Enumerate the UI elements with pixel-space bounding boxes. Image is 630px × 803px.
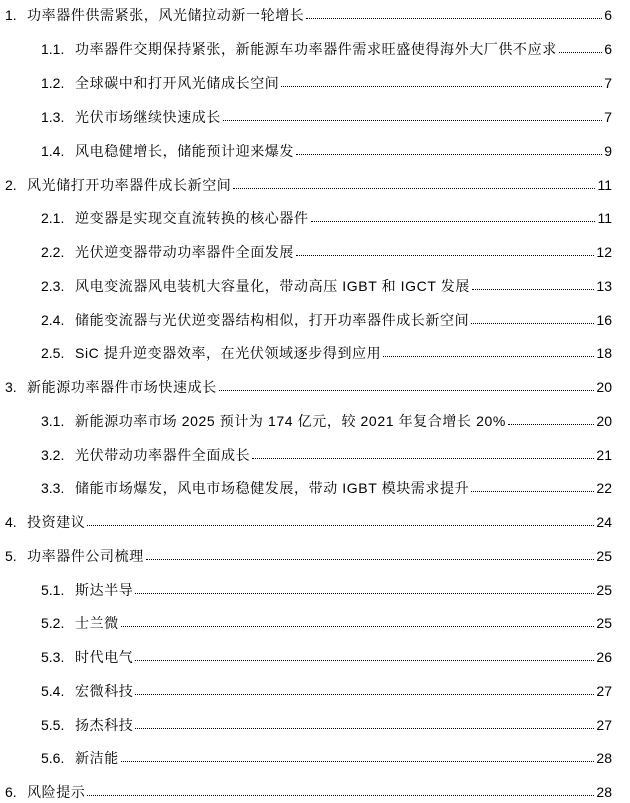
dot-leader: [135, 660, 594, 661]
toc-entry[interactable]: [0, 206, 630, 226]
toc-entry-page: 6: [604, 7, 612, 23]
toc-entry-title: 风电变流器风电装机大容量化，带动高压 IGBT 和 IGCT 发展: [75, 278, 470, 294]
toc-entry-title: 储能变流器与光伏逆变器结构相似，打开功率器件成长新空间: [75, 312, 470, 328]
dot-leader: [87, 795, 594, 796]
toc-entry-title: 新能源功率市场 2025 预计为 174 亿元，较 2021 年复合增长 20%: [75, 413, 506, 429]
toc-entry-number: 2.: [5, 177, 17, 193]
toc-entry[interactable]: [0, 713, 630, 733]
toc-entry[interactable]: [0, 679, 630, 699]
toc-entry-page: 20: [596, 379, 612, 395]
dot-leader: [135, 694, 594, 695]
toc-entry[interactable]: [0, 611, 630, 631]
toc-entry[interactable]: [0, 409, 630, 429]
toc-entry-page: 7: [604, 109, 612, 125]
toc-entry-number: 1.: [5, 7, 17, 23]
toc-entry-title: 新洁能: [75, 750, 119, 766]
toc-entry-page: 21: [596, 447, 612, 463]
toc-entry-title: 风电稳健增长，储能预计迎来爆发: [75, 143, 294, 159]
toc-entry-title: 功率器件交期保持紧张，新能源车功率器件需求旺盛使得海外大厂供不应求: [75, 41, 557, 57]
toc-entry-page: 22: [596, 480, 612, 496]
toc-entry[interactable]: [0, 308, 630, 328]
toc-entry-number: 4.: [5, 514, 17, 530]
toc-entry-page: 11: [597, 177, 612, 193]
dot-leader: [135, 728, 594, 729]
toc-entry-title: 斯达半导: [75, 582, 134, 598]
dot-leader: [87, 525, 594, 526]
toc-entry[interactable]: [0, 645, 630, 665]
dot-leader: [471, 323, 594, 324]
dot-leader: [146, 559, 595, 560]
toc-entry[interactable]: [0, 780, 630, 800]
dot-leader: [471, 491, 594, 492]
toc-entry-number: 5.5.: [41, 717, 65, 733]
toc-entry[interactable]: [0, 746, 630, 766]
toc-entry[interactable]: [0, 510, 630, 530]
toc-entry-title: 时代电气: [75, 649, 134, 665]
dot-leader: [252, 458, 594, 459]
dot-leader: [121, 761, 595, 762]
toc-entry-title: 储能市场爆发，风电市场稳健发展，带动 IGBT 模块需求提升: [75, 480, 470, 496]
dot-leader: [296, 255, 594, 256]
dot-leader: [472, 289, 594, 290]
dot-leader: [281, 86, 602, 87]
toc-entry[interactable]: [0, 71, 630, 91]
toc-entry-number: 2.4.: [41, 312, 65, 328]
toc-entry-page: 13: [596, 278, 612, 294]
dot-leader: [383, 356, 594, 357]
toc-entry-page: 11: [597, 210, 612, 226]
dot-leader: [311, 221, 596, 222]
toc-entry-title: 逆变器是实现交直流转换的核心器件: [75, 210, 309, 226]
toc-entry-number: 2.5.: [41, 345, 65, 361]
toc-entry-number: 5.2.: [41, 615, 65, 631]
toc-entry-page: 6: [604, 41, 612, 57]
toc-entry-title: 全球碳中和打开风光储成长空间: [75, 75, 280, 91]
dot-leader: [559, 52, 602, 53]
toc-entry-title: 光伏带动功率器件全面成长: [75, 447, 251, 463]
toc-entry-page: 25: [596, 615, 612, 631]
toc-entry-title: 扬杰科技: [75, 717, 134, 733]
toc-entry-title: 士兰微: [75, 615, 119, 631]
toc-entry-number: 2.2.: [41, 244, 65, 260]
dot-leader: [508, 424, 595, 425]
toc-entry-page: 18: [596, 345, 612, 361]
dot-leader: [296, 154, 602, 155]
toc-entry[interactable]: [0, 3, 630, 23]
toc-entry-title: 风光储打开功率器件成长新空间: [27, 177, 232, 193]
toc-entry-number: 1.3.: [41, 109, 65, 125]
toc-entry-number: 5.1.: [41, 582, 65, 598]
toc-entry-number: 3.3.: [41, 480, 65, 496]
dot-leader: [223, 120, 602, 121]
toc-entry-page: 12: [596, 244, 612, 260]
toc-entry-number: 3.: [5, 379, 17, 395]
toc-entry-page: 26: [596, 649, 612, 665]
toc-entry-page: 28: [596, 750, 612, 766]
toc-entry-number: 3.2.: [41, 447, 65, 463]
toc-entry-page: 28: [596, 784, 612, 800]
toc-entry-number: 2.3.: [41, 278, 65, 294]
toc-entry-page: 25: [596, 548, 612, 564]
dot-leader: [233, 188, 595, 189]
toc-entry-title: 光伏市场继续快速成长: [75, 109, 221, 125]
toc-entry-title: 功率器件供需紧张，风光储拉动新一轮增长: [27, 7, 305, 23]
toc-entry[interactable]: [0, 240, 630, 260]
toc-entry[interactable]: [0, 274, 630, 294]
toc-entry-title: 风险提示: [27, 784, 86, 800]
dot-leader: [135, 593, 594, 594]
toc-entry-title: 新能源功率器件市场快速成长: [27, 379, 217, 395]
toc-entry-number: 5.3.: [41, 649, 65, 665]
toc-entry[interactable]: [0, 105, 630, 125]
toc-entry[interactable]: [0, 341, 630, 361]
toc-entry-page: 20: [596, 413, 612, 429]
toc-entry-title: 宏微科技: [75, 683, 134, 699]
toc-entry-page: 27: [596, 717, 612, 733]
toc-entry-number: 6.: [5, 784, 17, 800]
toc-entry[interactable]: [0, 578, 630, 598]
toc-entry[interactable]: [0, 37, 630, 57]
toc-entry-number: 3.1.: [41, 413, 65, 429]
toc-entry-title: 投资建议: [27, 514, 86, 530]
toc-entry-number: 2.1.: [41, 210, 65, 226]
toc-entry-number: 5.4.: [41, 683, 65, 699]
dot-leader: [306, 18, 602, 19]
toc-entry-page: 27: [596, 683, 612, 699]
toc-entry[interactable]: [0, 375, 630, 395]
toc-entry[interactable]: [0, 139, 630, 159]
toc-entry-page: 24: [596, 514, 612, 530]
toc-entry-number: 1.4.: [41, 143, 65, 159]
dot-leader: [121, 626, 595, 627]
toc-entry[interactable]: [0, 173, 630, 193]
toc-entry-number: 1.1.: [41, 41, 65, 57]
toc-entry-page: 9: [604, 143, 612, 159]
toc-entry[interactable]: [0, 476, 630, 496]
dot-leader: [219, 390, 595, 391]
toc-entry-title: 光伏逆变器带动功率器件全面发展: [75, 244, 294, 260]
toc-entry-number: 5.: [5, 548, 17, 564]
toc-entry-page: 7: [604, 75, 612, 91]
toc-entry[interactable]: [0, 443, 630, 463]
toc-entry-page: 16: [596, 312, 612, 328]
toc-entry-number: 1.2.: [41, 75, 65, 91]
toc-entry[interactable]: [0, 544, 630, 564]
toc-entry-title: SiC 提升逆变器效率，在光伏领域逐步得到应用: [75, 345, 382, 361]
toc-entry-title: 功率器件公司梳理: [27, 548, 144, 564]
toc-entry-number: 5.6.: [41, 750, 65, 766]
toc-entry-page: 25: [596, 582, 612, 598]
